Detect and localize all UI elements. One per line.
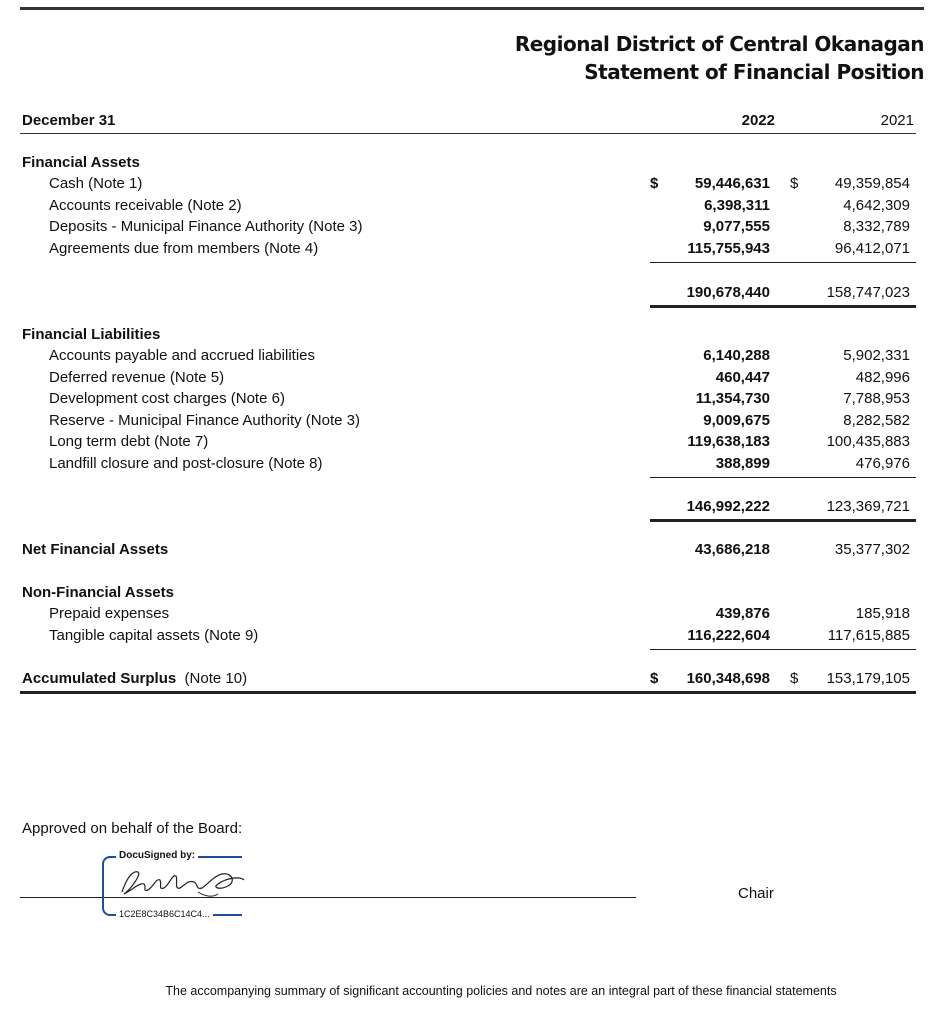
value-2021: 476,976: [855, 455, 910, 472]
value-2021: 117,615,885: [827, 627, 910, 644]
financial-assets-heading: [0, 154, 947, 174]
row-label: Deposits - Municipal Finance Authority (Note 3): [49, 218, 363, 235]
row-label: Agreements due from members (Note 4): [49, 240, 319, 257]
top-rule: [20, 7, 924, 10]
financial-liabilities-heading: [0, 326, 947, 346]
value-2022: 11,354,730: [695, 390, 770, 407]
row-label: Landfill closure and post-closure (Note 8): [49, 455, 323, 472]
handwritten-signature: [114, 862, 254, 902]
value-2021: 49,359,854: [834, 175, 910, 192]
row-label: Development cost charges (Note 6): [49, 390, 285, 407]
total-rule: [650, 305, 916, 308]
value-2022: 9,077,555: [703, 218, 770, 235]
accumulated-surplus-row: [0, 670, 947, 690]
row-label: Deferred revenue (Note 5): [49, 369, 225, 386]
value-2021: 96,412,071: [834, 240, 910, 257]
row-label: [22, 670, 247, 687]
row-label: Reserve - Municipal Finance Authority (Note 3): [49, 412, 360, 429]
total-2021: 158,747,023: [826, 284, 910, 301]
value-2021: 35,377,302: [834, 541, 910, 558]
non-financial-assets-heading: [0, 584, 947, 604]
value-2021: 8,282,582: [843, 412, 910, 429]
value-2021: 8,332,789: [843, 218, 910, 235]
header-rule: [20, 133, 916, 134]
organization-name: Regional District of Central Okanagan: [514, 32, 924, 56]
currency-symbol: $: [790, 175, 799, 192]
row-label: Accounts payable and accrued liabilities: [49, 347, 315, 364]
value-2022: 6,140,288: [703, 347, 770, 364]
subtotal-rule: [650, 477, 916, 478]
value-2022: 160,348,698: [686, 670, 770, 687]
value-2022: 116,222,604: [687, 627, 770, 644]
table-row: [0, 197, 947, 217]
value-2021: 100,435,883: [826, 433, 910, 450]
table-row: [0, 218, 947, 238]
currency-symbol: $: [650, 670, 659, 687]
total-rule: [650, 519, 916, 522]
net-financial-assets-row: [0, 541, 947, 561]
table-row: [0, 627, 947, 647]
value-2022: 59,446,631: [694, 175, 770, 192]
year-2021-header: 2021: [880, 112, 914, 129]
approval-text: Approved on behalf of the Board:: [22, 820, 243, 837]
value-2022: 9,009,675: [703, 412, 770, 429]
table-row: [0, 347, 947, 367]
table-row: [0, 412, 947, 432]
table-row: [0, 390, 947, 410]
value-2022: 460,447: [715, 369, 770, 386]
row-label: Accounts receivable (Note 2): [49, 197, 242, 214]
value-2022: 43,686,218: [694, 541, 770, 558]
year-2022-header: 2022: [741, 112, 775, 129]
total-2021: 123,369,721: [826, 498, 910, 515]
total-2022: 146,992,222: [686, 498, 770, 515]
bottom-total-rule: [20, 691, 916, 694]
row-label: Long term debt (Note 7): [49, 433, 209, 450]
value-2022: 119,638,183: [687, 433, 770, 450]
statement-title: Statement of Financial Position: [584, 60, 924, 84]
table-row: [0, 433, 947, 453]
value-2022: 439,876: [715, 605, 770, 622]
signatory-role: Chair: [738, 885, 774, 902]
row-label: Cash (Note 1): [49, 175, 143, 192]
date-column-header: December 31: [22, 112, 116, 129]
table-row: [0, 175, 947, 195]
subtotal-rule: [650, 262, 916, 263]
total-2022: 190,678,440: [686, 284, 770, 301]
value-2021: 4,642,309: [843, 197, 910, 214]
value-2021: 482,996: [855, 369, 910, 386]
table-row: [0, 605, 947, 625]
section-title: Non-Financial Assets: [22, 584, 174, 601]
row-label: Net Financial Assets: [22, 541, 169, 558]
row-label: Prepaid expenses: [49, 605, 170, 622]
footer-note: The accompanying summary of significant accounting policies and notes are an integral part of these financial statements: [165, 984, 837, 998]
value-2021: 7,788,953: [843, 390, 910, 407]
value-2022: 115,755,943: [687, 240, 770, 257]
accumulated-surplus-note: (Note 10): [184, 670, 248, 687]
section-title: Financial Liabilities: [22, 326, 161, 343]
total-row: [0, 284, 947, 304]
value-2021: 185,918: [855, 605, 910, 622]
table-row: [0, 369, 947, 389]
accumulated-surplus-label: Accumulated Surplus: [22, 670, 177, 687]
table-row: [0, 240, 947, 260]
docusign-envelope-id: 1C2E8C34B6C14C4...: [116, 909, 213, 919]
table-row: [0, 455, 947, 475]
section-title: Financial Assets: [22, 154, 140, 171]
value-2021: 5,902,331: [843, 347, 910, 364]
total-row: [0, 498, 947, 518]
currency-symbol: $: [650, 175, 659, 192]
value-2022: 6,398,311: [704, 197, 770, 214]
row-label: Tangible capital assets (Note 9): [49, 627, 259, 644]
subtotal-rule: [650, 649, 916, 650]
value-2021: 153,179,105: [826, 670, 910, 687]
value-2022: 388,899: [715, 455, 770, 472]
docusign-label: DocuSigned by:: [116, 850, 198, 861]
currency-symbol: $: [790, 670, 799, 687]
